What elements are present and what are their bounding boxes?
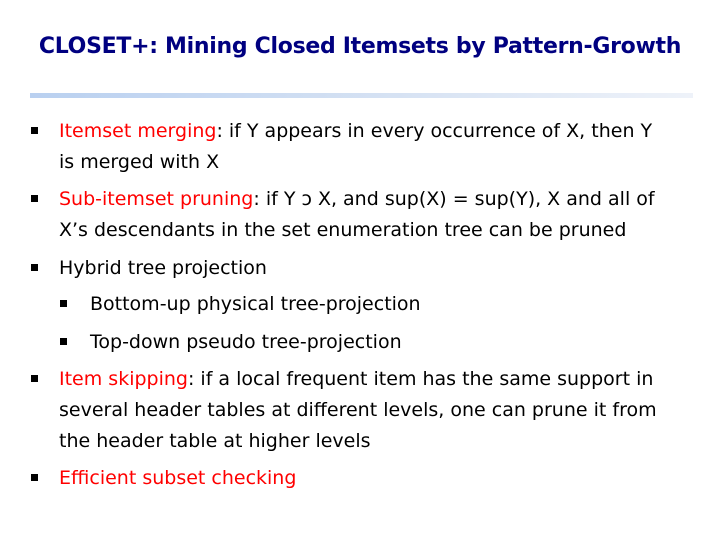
title-divider: [30, 93, 693, 98]
term-itemset-merging: Itemset merging: [59, 120, 217, 142]
bullet-marker: [31, 264, 38, 271]
sub-bullet-bottom-up: [90, 289, 421, 320]
sub-bullet-top-down: [90, 327, 402, 358]
bullet-text: : if Y appears in every occurrence of X, then Y: [216, 120, 653, 142]
bullet-marker: [31, 474, 38, 481]
bullet-hybrid-tree-projection: [59, 253, 267, 284]
bullet-text: : if Y ɔ X, and sup(X) = sup(Y), X and all of: [253, 188, 655, 210]
bullet-text-line2: X’s descendants in the set enumeration tree can be pruned: [59, 219, 627, 241]
sub-bullet-marker: [60, 300, 67, 307]
bullet-text-line2: is merged with X: [59, 151, 220, 173]
term-sub-itemset-pruning: Sub-itemset pruning: [59, 188, 254, 210]
slide-title: CLOSET+: Mining Closed Itemsets by Pattern-Growth: [38, 34, 682, 59]
bullet-sub-itemset-pruning: [59, 184, 655, 246]
term-efficient-subset-checking: Efficient subset checking: [59, 467, 297, 489]
bullet-text-line2: several header tables at different levels, one can prune it from: [59, 399, 657, 421]
bullet-marker: [31, 127, 38, 134]
bullet-text: Bottom-up physical tree-projection: [90, 293, 421, 315]
bullet-marker: [31, 195, 38, 202]
term-item-skipping: Item skipping: [59, 368, 188, 390]
bullet-item-skipping: [59, 364, 657, 457]
bullet-text-line3: the header table at higher levels: [59, 430, 371, 452]
bullet-text: Hybrid tree projection: [59, 257, 267, 279]
bullet-efficient-subset-checking: [59, 463, 296, 494]
bullet-marker: [31, 375, 38, 382]
bullet-text: : if a local frequent item has the same support in: [187, 368, 654, 390]
bullet-text: Top-down pseudo tree-projection: [90, 331, 402, 353]
bullet-itemset-merging: [59, 116, 652, 178]
sub-bullet-marker: [60, 338, 67, 345]
